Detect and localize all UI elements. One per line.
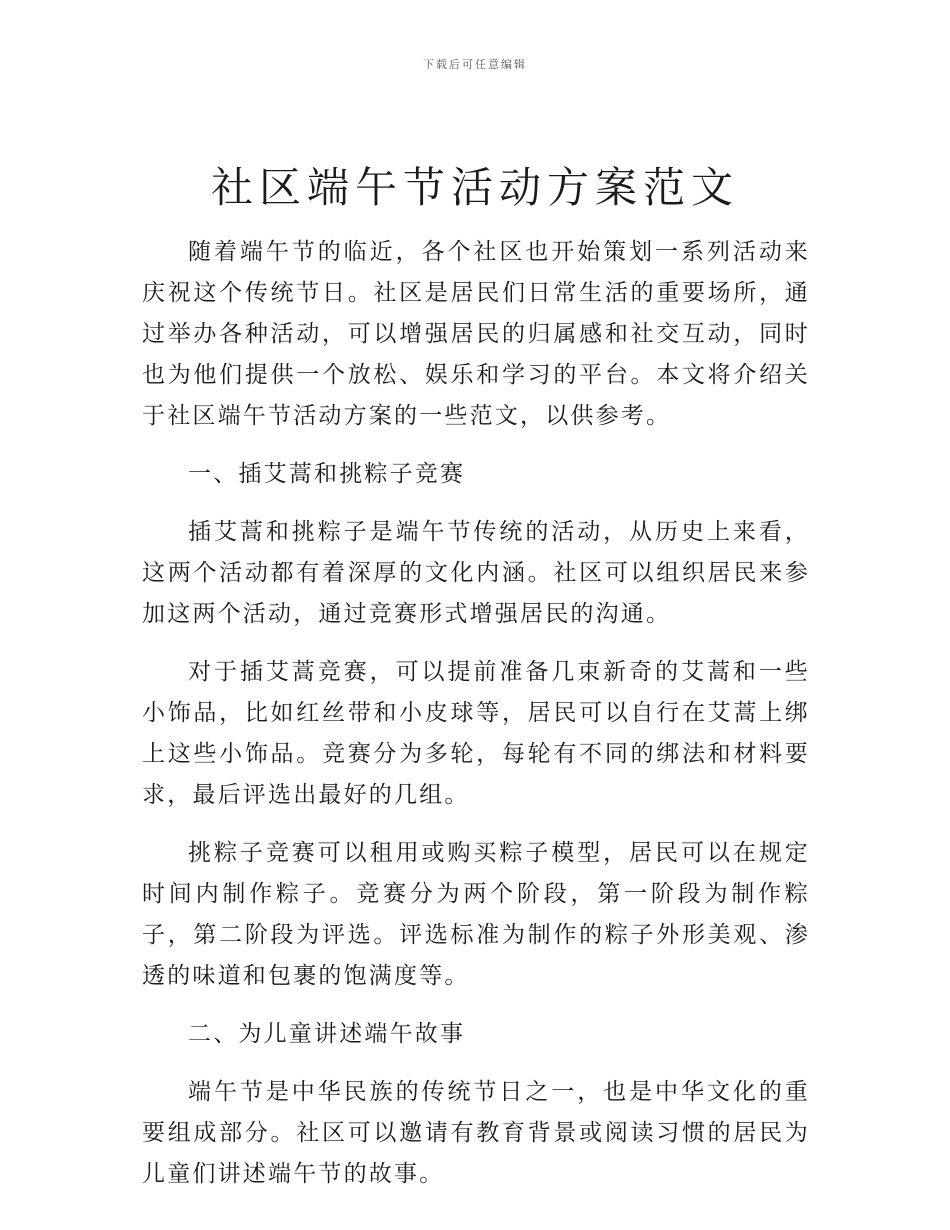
document-body [142,232,810,1212]
section-1-paragraph-3: 挑粽子竞赛可以租用或购买粽子模型，居民可以在规定时间内制作粽子。竞赛分为两个阶段，第一阶段为制作粽子，第二阶段为评选。评选标准为制作的粽子外形美观、渗透的味道和包裹的饱满度等。 [142,840,810,989]
section-heading-1: 一、插艾蒿和挑粽子竞赛 [188,461,466,487]
header-note: 下载后可任意编辑 [423,58,527,71]
section-heading-2: 二、为儿童讲述端午故事 [188,1021,466,1047]
section-2-paragraph-1: 端午节是中华民族的传统节日之一，也是中华文化的重要组成部分。社区可以邀请有教育背景或阅读习惯的居民为儿童们讲述端午节的故事。 [142,1079,810,1187]
page-title: 社区端午节活动方案范文 [210,163,739,212]
section-1-paragraph-2: 对于插艾蒿竞赛，可以提前准备几束新奇的艾蒿和一些小饰品，比如红丝带和小皮球等，居民可以自行在艾蒿上绑上这些小饰品。竞赛分为多轮，每轮有不同的绑法和材料要求，最后评选出最好的几组。 [142,659,810,808]
section-1-paragraph-1: 插艾蒿和挑粽子是端午节传统的活动，从历史上来看，这两个活动都有着深厚的文化内涵。社区可以组织居民来参加这两个活动，通过竞赛形式增强居民的沟通。 [142,519,810,627]
intro-paragraph: 随着端午节的临近，各个社区也开始策划一系列活动来庆祝这个传统节日。社区是居民们日常生活的重要场所，通过举办各种活动，可以增强居民的归属感和社交互动，同时也为他们提供一个放松、娱乐和学习的平台。本文将介绍关于社区端午节活动方案的一些范文，以供参考。 [142,239,810,429]
